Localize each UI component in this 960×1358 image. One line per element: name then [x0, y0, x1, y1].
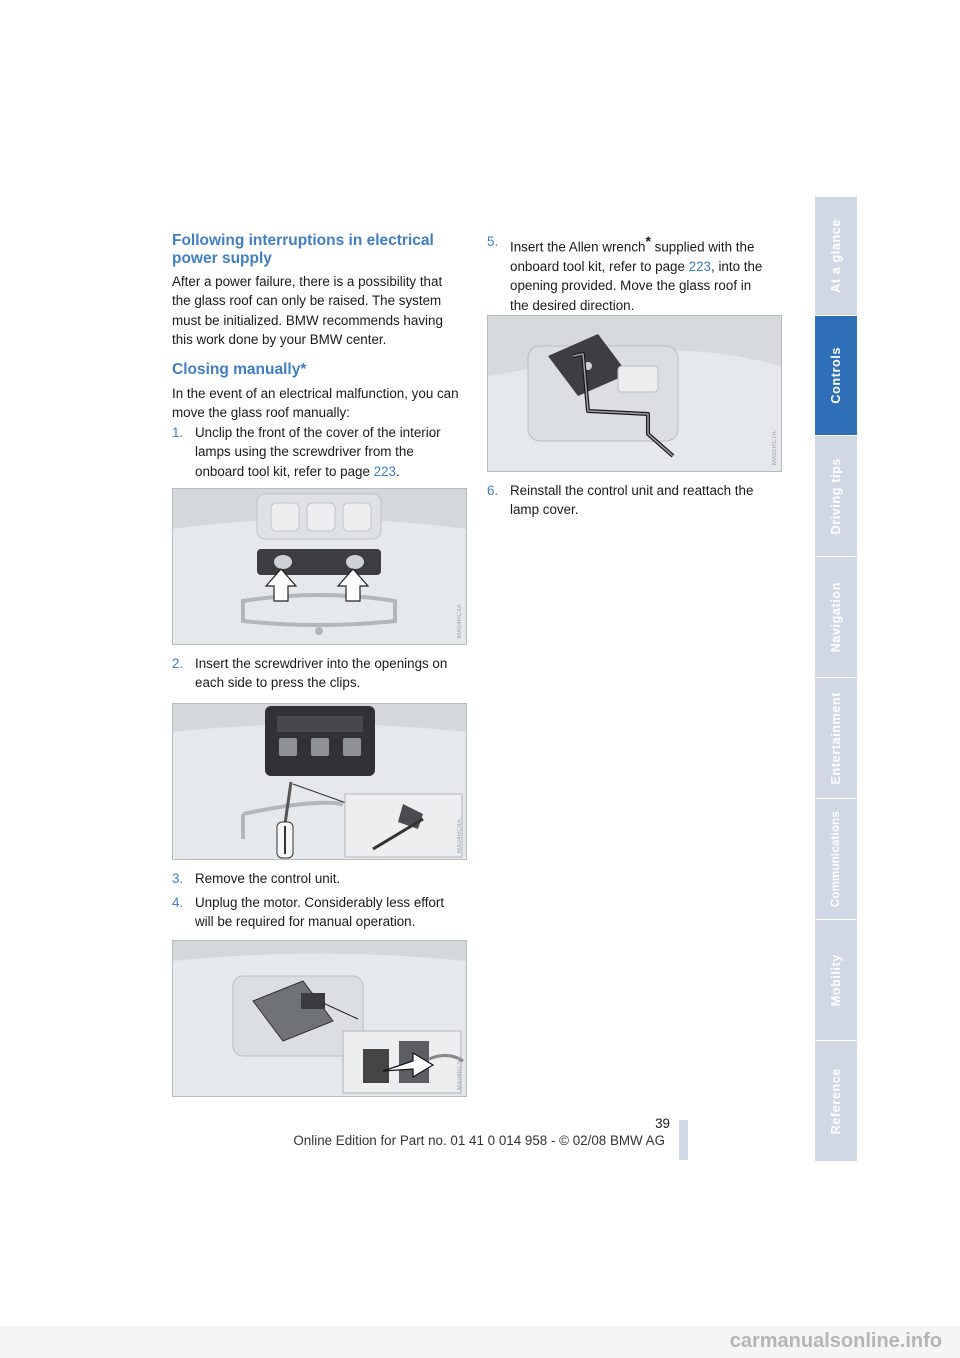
page-number: 39: [655, 1116, 670, 1131]
figure-code: MA04RC4A: [457, 818, 463, 853]
tab-at-a-glance[interactable]: At a glance: [815, 197, 857, 315]
page-link[interactable]: 223: [373, 463, 396, 479]
step-number: 6.: [487, 483, 499, 498]
figure-code: MA01RC7A: [772, 430, 778, 465]
step-number: 1.: [172, 425, 184, 440]
tab-reference[interactable]: Reference: [815, 1041, 857, 1161]
step-number: 5.: [487, 234, 499, 249]
step-text: Insert the screwdriver into the openings on each side to press the clips.: [195, 656, 448, 691]
footer-edition: Online Edition for Part no. 01 41 0 014 958 - © 02/08 BMW AG: [293, 1133, 665, 1148]
step-5: [487, 232, 783, 315]
watermark-bar: [0, 1326, 960, 1358]
step-text: Unplug the motor. Considerably less effort will be required for manual operation.: [195, 895, 445, 930]
tab-mobility[interactable]: Mobility: [815, 920, 857, 1040]
tab-communications[interactable]: Communications: [815, 799, 857, 919]
figure-allen-wrench: [487, 315, 782, 472]
figure-code: MA04RC3A: [457, 603, 463, 638]
figure-screwdriver-clips: [172, 703, 467, 860]
tab-navigation[interactable]: Navigation: [815, 557, 857, 677]
step-text: Unclip the front of the cover of the interior lamps using the screwdriver from the onboard tool kit, refer to page 223.: [195, 425, 441, 479]
figure-lamp-cover-clips: [172, 488, 467, 645]
step-text: Insert the Allen wrench* supplied with the onboard tool kit, refer to page 223, into the opening provided. Move the glass roof in the desired direction.: [510, 233, 763, 313]
heading-closing-manually: Closing manually*: [172, 361, 307, 378]
figure-code: MA04RC5A: [457, 1055, 463, 1090]
tab-entertainment[interactable]: Entertainment: [815, 678, 857, 798]
tab-driving-tips[interactable]: Driving tips: [815, 436, 857, 556]
section-sidebar: [815, 197, 857, 1161]
step-number: 4.: [172, 895, 184, 910]
heading-power-interruption: Following interruptions in electrical power supply: [172, 232, 434, 267]
step-1: [172, 423, 468, 481]
tab-controls[interactable]: Controls: [815, 316, 857, 435]
page-number-bar: [679, 1120, 688, 1160]
step-4: [172, 893, 468, 932]
step-3: [172, 869, 468, 888]
figure-unplug-motor: [172, 940, 467, 1097]
step-text: Reinstall the control unit and reattach the lamp cover.: [510, 483, 754, 518]
step-number: 2.: [172, 656, 184, 671]
watermark-text[interactable]: carmanualsonline.info: [729, 1330, 942, 1352]
power-interruption-text: After a power failure, there is a possibility that the glass roof can only be raised. The system must be initialized. BMW recommends having this work done by your BMW center.: [172, 274, 443, 348]
page-link[interactable]: 223: [688, 258, 711, 274]
closing-manually-intro: In the event of an electrical malfunction, you can move the glass roof manually:: [172, 386, 459, 421]
step-6: [487, 481, 783, 520]
step-number: 3.: [172, 871, 184, 886]
step-text: Remove the control unit.: [195, 871, 341, 886]
step-2: [172, 654, 468, 693]
